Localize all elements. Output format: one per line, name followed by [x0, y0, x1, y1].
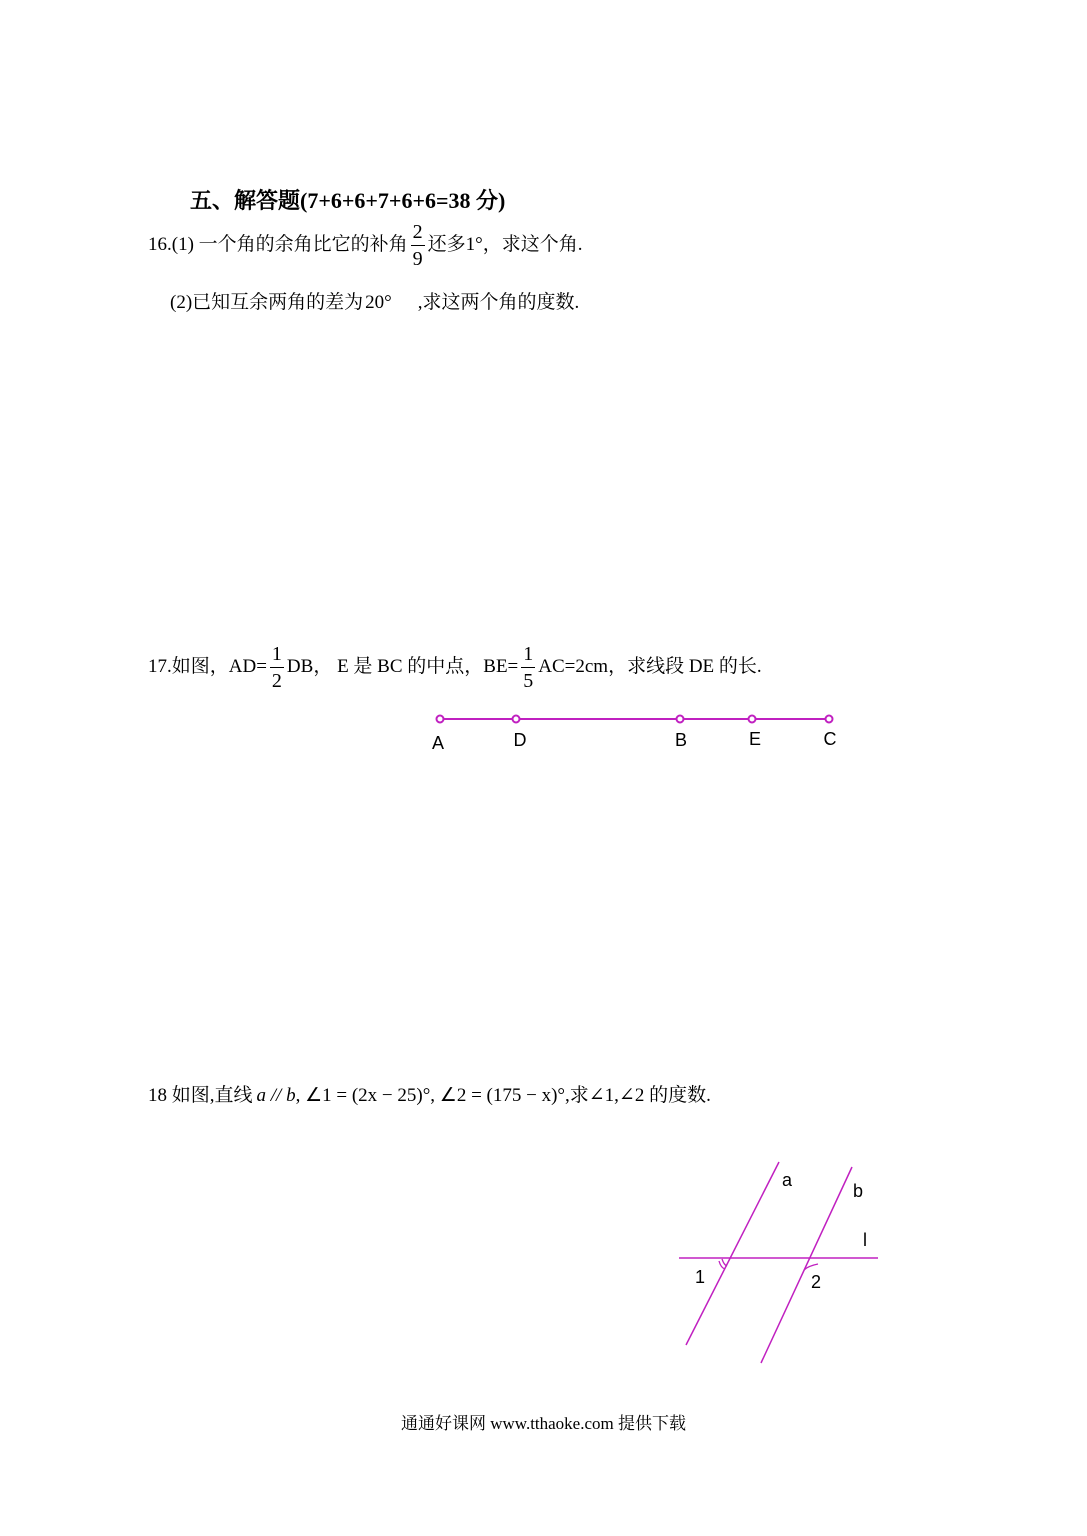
q16-frac-numerator: 2 — [412, 221, 423, 243]
q17-segment-figure — [420, 705, 860, 760]
q16-part1-prefix: 16.(1) 一个角的余角比它的补角 — [148, 233, 408, 255]
q17-frac1-numerator: 1 — [271, 643, 282, 665]
q16-part2-prefix: (2)已知互余两角的差为 — [170, 292, 364, 313]
q16-fraction — [411, 222, 425, 269]
point-e-dot — [749, 716, 756, 723]
point-b-label: B — [674, 730, 688, 750]
question-16-part2 — [170, 287, 579, 314]
footer-source: 通通好课网 www.tthaoke.com 提供下载 — [400, 1414, 687, 1433]
q17-frac1-denominator: 2 — [270, 667, 284, 691]
line-l-label: l — [863, 1230, 867, 1250]
point-c-dot — [826, 716, 833, 723]
angle-1-arc — [719, 1261, 725, 1269]
line-b — [761, 1167, 852, 1363]
q16-frac-denominator: 9 — [411, 245, 425, 269]
q17-middle: DB， E 是 BC 的中点，BE= — [286, 655, 519, 677]
q17-fraction-1 — [270, 644, 284, 691]
q17-suffix: AC=2cm，求线段 DE 的长. — [538, 655, 762, 677]
q18-suffix: ,求∠1,∠2 的度数. — [565, 1085, 711, 1106]
section-heading: 五、解答题(7+6+6+7+6+6=38 分) — [190, 188, 506, 213]
point-b-dot — [677, 716, 684, 723]
point-e-label: E — [748, 729, 762, 749]
angle-1-arc-inner — [722, 1259, 727, 1266]
question-18-text — [148, 1080, 711, 1107]
question-16-part1 — [148, 222, 583, 269]
q17-fraction-2 — [521, 644, 535, 691]
q16-part1-suffix: 还多1°，求这个角. — [427, 233, 583, 255]
q17-frac2-numerator: 1 — [523, 643, 534, 665]
point-a-label: A — [431, 733, 445, 753]
line-a-label: a — [782, 1170, 793, 1190]
q16-part2-suffix: ,求这两个角的度数. — [417, 292, 580, 313]
q18-angle2-expr: , ∠2 = (175 − x)° — [430, 1085, 566, 1106]
point-a-dot — [437, 716, 444, 723]
point-d-dot — [513, 716, 520, 723]
question-17-text — [148, 644, 762, 691]
q18-prefix: 18 如图,直线 — [148, 1085, 253, 1106]
q17-frac2-denominator: 5 — [521, 667, 535, 691]
line-b-label: b — [853, 1181, 864, 1201]
q17-prefix: 17.如图，AD= — [148, 655, 267, 677]
angle-2-label: 2 — [811, 1272, 822, 1292]
point-c-label: C — [823, 729, 837, 749]
q18-parallel-lines-figure — [670, 1155, 890, 1370]
q16-part2-value: 20° — [365, 292, 392, 313]
line-a — [686, 1162, 779, 1345]
q18-parallel: a // b — [256, 1085, 296, 1106]
q18-angle1-expr: , ∠1 = (2x − 25)° — [295, 1085, 431, 1106]
point-d-label: D — [513, 730, 527, 750]
angle-1-label: 1 — [695, 1267, 706, 1287]
